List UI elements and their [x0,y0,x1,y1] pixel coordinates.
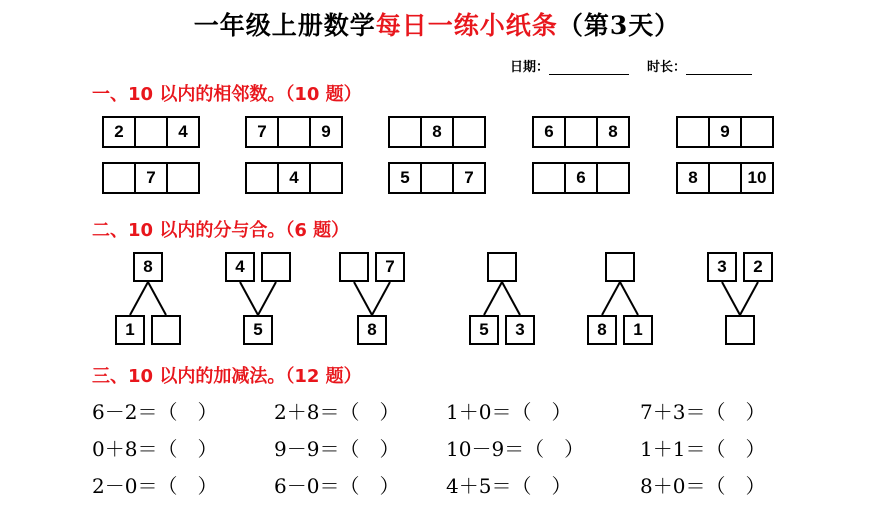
number-box: 10 [740,162,774,194]
bond-number-box: 8 [133,252,163,282]
number-box: 8 [676,162,710,194]
bond-number-box: 1 [115,315,145,345]
bond-number-box: 5 [469,315,499,345]
title-practice: 每日一练小纸条 [375,11,558,40]
date-label: 日期： [510,60,550,75]
bond-line [240,282,258,315]
title-day: （第3天） [557,11,681,40]
section-arithmetic-heading: 三、10 以内的加减法。（12 题） [92,366,362,387]
bond-line [130,282,148,315]
number-box: 8 [420,116,454,148]
bond-number-box: 1 [623,315,653,345]
bond-number-box: 4 [225,252,255,282]
bond-line [148,282,166,315]
section-bonds-heading: 二、10 以内的分与合。（6 题） [92,220,350,241]
bond-number-box: 3 [505,315,535,345]
number-box: 6 [532,116,566,148]
bond-line [258,282,276,315]
number-box: 2 [102,116,136,148]
number-box: 7 [245,116,279,148]
bond-answer-box[interactable] [339,252,369,282]
number-box: 7 [134,162,168,194]
bond-number-box: 8 [357,315,387,345]
number-box: 5 [388,162,422,194]
bond-line [354,282,372,315]
bond-line [722,282,740,315]
bond-line [740,282,758,315]
arithmetic-problem[interactable]: 10－9＝（ ） [446,437,585,461]
arithmetic-problem[interactable]: 6－2＝（ ） [92,400,218,424]
bond-answer-box[interactable] [261,252,291,282]
bond-answer-box[interactable] [725,315,755,345]
bond-line [602,282,620,315]
arithmetic-problem[interactable]: 1＋0＝（ ） [446,400,572,424]
arithmetic-problem[interactable]: 2＋8＝（ ） [274,400,400,424]
bond-answer-box[interactable] [487,252,517,282]
arithmetic-problem[interactable]: 7＋3＝（ ） [640,400,766,424]
arithmetic-problem[interactable]: 2－0＝（ ） [92,474,218,498]
bond-number-box: 7 [375,252,405,282]
arithmetic-problem[interactable]: 6－0＝（ ） [274,474,400,498]
arithmetic-problem[interactable]: 4＋5＝（ ） [446,474,572,498]
bond-number-box: 3 [707,252,737,282]
number-box: 7 [452,162,486,194]
number-box: 4 [277,162,311,194]
number-box: 4 [166,116,200,148]
number-box: 9 [309,116,343,148]
number-box: 6 [564,162,598,194]
bond-number-box: 8 [587,315,617,345]
section-neighbors-heading: 一、10 以内的相邻数。（10 题） [92,84,362,105]
bond-line [484,282,502,315]
bond-number-box: 5 [243,315,273,345]
title-grade: 一年级上册数学 [193,11,376,40]
number-box: 9 [708,116,742,148]
arithmetic-problem[interactable]: 0＋8＝（ ） [92,437,218,461]
arithmetic-problem[interactable]: 9－9＝（ ） [274,437,400,461]
bond-number-box: 2 [743,252,773,282]
arithmetic-problem[interactable]: 8＋0＝（ ） [640,474,766,498]
arithmetic-problem[interactable]: 1＋1＝（ ） [640,437,766,461]
bond-line [620,282,638,315]
bond-line [372,282,390,315]
bond-answer-box[interactable] [151,315,181,345]
bond-line [502,282,520,315]
number-box: 8 [596,116,630,148]
bond-answer-box[interactable] [605,252,635,282]
duration-label: 时长： [647,60,687,75]
